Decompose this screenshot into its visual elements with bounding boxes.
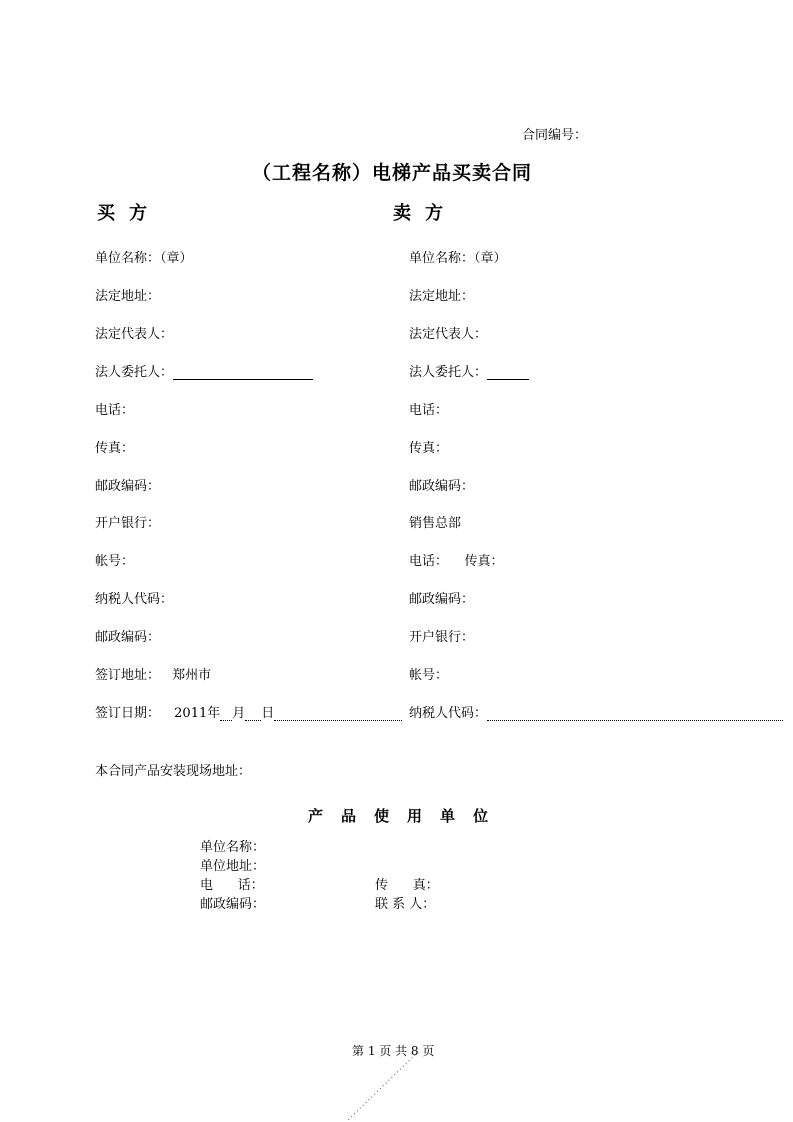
user-unit-fax: 传 真： <box>375 878 439 893</box>
seller-legal-rep: 法定代表人： <box>409 327 488 342</box>
seller-sales-hq: 销售总部 <box>409 516 462 531</box>
decorative-dotted-line <box>340 1050 430 1122</box>
install-address-label: 本合同产品安装现场地址： <box>95 764 252 779</box>
buyer-phone: 电话： <box>95 403 135 418</box>
seller-tax-code-dotted-line <box>487 708 783 721</box>
buyer-proxy-blank[interactable] <box>173 365 313 380</box>
sign-date-day: 日 <box>261 706 275 721</box>
buyer-legal-address: 法定地址： <box>95 289 161 304</box>
seller-phone: 电话： <box>409 403 449 418</box>
seller-proxy-label: 法人委托人： <box>409 365 488 380</box>
seller-heading: 卖方 <box>393 203 457 224</box>
seller-phone-fax: 电话： 传真： <box>409 554 504 569</box>
sign-date-label: 签订日期： <box>95 706 161 721</box>
buyer-unit-name: 单位名称：（章） <box>95 251 193 266</box>
buyer-account: 帐号： <box>95 554 135 569</box>
seller-proxy <box>409 361 529 380</box>
seller-postcode-2: 邮政编码： <box>409 592 475 607</box>
user-unit-heading: 产品使用单位 <box>308 807 507 825</box>
sign-date-year: 2011年 <box>174 706 221 721</box>
sign-date-month: 月 <box>232 706 246 721</box>
user-unit-phone: 电 话： <box>200 878 264 893</box>
document-title: （工程名称）电梯产品买卖合同 <box>252 162 533 184</box>
sign-date-day-blank[interactable] <box>245 708 261 721</box>
seller-legal-address: 法定地址： <box>409 289 475 304</box>
sign-place-label: 签订地址： <box>95 668 161 683</box>
seller-tax-code <box>409 702 783 721</box>
user-unit-address: 单位地址： <box>200 859 266 874</box>
seller-proxy-blank[interactable] <box>487 365 529 380</box>
page-footer: 第 1 页 共 8 页 <box>352 1044 435 1058</box>
user-unit-contact: 联 系 人： <box>375 897 436 912</box>
buyer-sign-date <box>95 702 402 721</box>
buyer-sign-place <box>95 664 211 683</box>
buyer-postcode: 邮政编码： <box>95 479 161 494</box>
sign-date-month-blank[interactable] <box>220 708 232 721</box>
buyer-proxy-label: 法人委托人： <box>95 365 174 380</box>
buyer-proxy <box>95 361 313 380</box>
buyer-fax: 传真： <box>95 441 135 456</box>
buyer-tax-code: 纳税人代码： <box>95 592 174 607</box>
buyer-bank: 开户银行： <box>95 516 161 531</box>
contract-number-label: 合同编号： <box>522 128 588 143</box>
buyer-heading: 买方 <box>97 203 161 224</box>
sign-date-dotted-line <box>274 708 402 721</box>
buyer-legal-rep: 法定代表人： <box>95 327 174 342</box>
buyer-postcode-2: 邮政编码： <box>95 630 161 645</box>
sign-place-value: 郑州市 <box>172 668 212 683</box>
seller-fax: 传真： <box>409 441 449 456</box>
seller-account: 帐号： <box>409 668 449 683</box>
user-unit-name: 单位名称： <box>200 840 266 855</box>
seller-unit-name: 单位名称：（章） <box>409 251 507 266</box>
seller-bank: 开户银行： <box>409 630 475 645</box>
seller-tax-code-label: 纳税人代码： <box>409 706 488 721</box>
user-unit-postcode: 邮政编码： <box>200 897 266 912</box>
seller-postcode: 邮政编码： <box>409 479 475 494</box>
